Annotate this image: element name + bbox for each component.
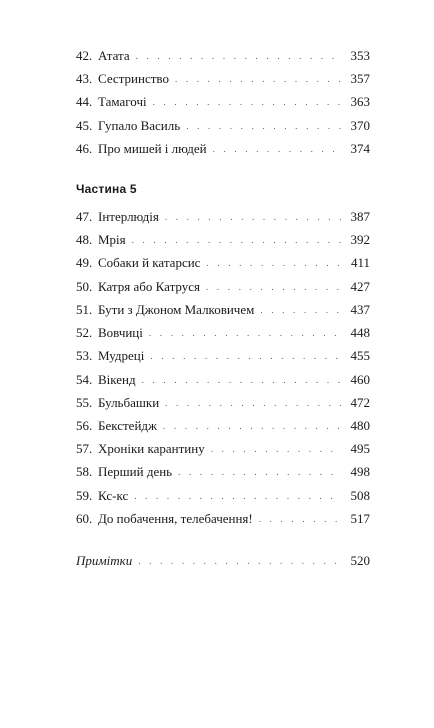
entry-title: Вікенд: [98, 372, 136, 387]
entry-page-number: 437: [350, 302, 370, 317]
entry-number: 46.: [76, 141, 93, 156]
entry-number: 44.: [76, 94, 93, 109]
entry-page-number: 495: [350, 441, 370, 456]
entry-number: 48.: [76, 232, 93, 247]
entry-number: 43.: [76, 71, 93, 86]
dot-leader: [178, 462, 342, 482]
entry-number: 54.: [76, 372, 93, 387]
toc-entry[interactable]: [76, 486, 370, 506]
entry-number: 47.: [76, 209, 93, 224]
entry-page-number: 370: [350, 118, 370, 133]
entry-title: Хроніки карантину: [98, 441, 205, 456]
dot-leader: [150, 346, 342, 366]
entry-title: Мудреці: [98, 348, 145, 363]
entry-page-number: 387: [350, 209, 370, 224]
entry-title: Гупало Василь: [98, 118, 181, 133]
entry-title: Бекстейдж: [98, 418, 158, 433]
dot-leader: [175, 69, 342, 89]
entry-title: Собаки й катарсис: [98, 255, 201, 270]
entry-page-number: 460: [350, 372, 370, 387]
entry-number: 49.: [76, 255, 93, 270]
dot-leader: [206, 277, 342, 297]
toc-entry[interactable]: [76, 116, 370, 136]
dot-leader: [153, 92, 342, 112]
part-heading: Частина 5: [76, 182, 137, 196]
toc-entry[interactable]: [76, 139, 370, 159]
dot-leader: [165, 393, 342, 413]
toc-entry[interactable]: [76, 69, 370, 89]
toc-entry[interactable]: [76, 230, 370, 250]
entry-title: Бути з Джоном Малковичем: [98, 302, 255, 317]
entry-number: 60.: [76, 511, 93, 526]
entry-page-number: 448: [350, 325, 370, 340]
toc-entry[interactable]: [76, 370, 370, 390]
entry-title: Вовчиці: [98, 325, 143, 340]
dot-leader: [213, 139, 342, 159]
toc-entry[interactable]: [76, 346, 370, 366]
toc-entry[interactable]: [76, 393, 370, 413]
dot-leader: [138, 551, 342, 571]
entry-page-number: 508: [350, 488, 370, 503]
entry-title: Мрія: [98, 232, 126, 247]
entry-title: Катря або Катруся: [98, 279, 200, 294]
entry-number: 55.: [76, 395, 93, 410]
entry-number: 57.: [76, 441, 93, 456]
toc-entry-notes[interactable]: [76, 551, 370, 571]
entry-page-number: 374: [350, 141, 370, 156]
entry-title: Бульбашки: [98, 395, 160, 410]
toc-entry[interactable]: [76, 253, 370, 273]
entry-page-number: 455: [350, 348, 370, 363]
toc-entry[interactable]: [76, 416, 370, 436]
entry-title: Перший день: [98, 464, 173, 479]
toc-entry[interactable]: [76, 509, 370, 529]
entry-page-number: 411: [350, 255, 370, 270]
entry-title: Атата: [98, 48, 130, 63]
entry-page-number: 498: [350, 464, 370, 479]
dot-leader: [163, 416, 342, 436]
entry-page-number: 392: [350, 232, 370, 247]
dot-leader: [260, 300, 342, 320]
dot-leader: [136, 46, 342, 66]
notes-title: Примітки: [76, 553, 133, 568]
entry-title: До побачення, телебачення!: [98, 511, 253, 526]
dot-leader: [211, 439, 342, 459]
dot-leader: [134, 486, 342, 506]
toc-entry[interactable]: [76, 92, 370, 112]
entry-page-number: 363: [350, 94, 370, 109]
entry-page-number: 480: [350, 418, 370, 433]
dot-leader: [149, 323, 342, 343]
toc-entry[interactable]: [76, 300, 370, 320]
toc-entry[interactable]: [76, 439, 370, 459]
entry-title: Тамагочі: [98, 94, 147, 109]
toc-entry[interactable]: [76, 323, 370, 343]
entry-number: 59.: [76, 488, 93, 503]
dot-leader: [206, 253, 342, 273]
entry-number: 56.: [76, 418, 93, 433]
entry-title: Про мишей і людей: [98, 141, 207, 156]
entry-title: Інтерлюдія: [98, 209, 159, 224]
entry-page-number: 427: [350, 279, 370, 294]
entry-page-number: 472: [350, 395, 370, 410]
notes-page-number: 520: [350, 553, 370, 568]
entry-page-number: 353: [350, 48, 370, 63]
dot-leader: [165, 207, 342, 227]
entry-number: 52.: [76, 325, 93, 340]
dot-leader: [259, 509, 342, 529]
entry-title: Кс-кс: [98, 488, 129, 503]
entry-number: 53.: [76, 348, 93, 363]
entry-page-number: 357: [350, 71, 370, 86]
entry-number: 42.: [76, 48, 93, 63]
dot-leader: [132, 230, 342, 250]
dot-leader: [186, 116, 342, 136]
entry-title: Сестринство: [98, 71, 169, 86]
dot-leader: [142, 370, 342, 390]
entry-number: 58.: [76, 464, 93, 479]
entry-number: 45.: [76, 118, 93, 133]
entry-number: 50.: [76, 279, 93, 294]
toc-entry[interactable]: [76, 207, 370, 227]
entry-page-number: 517: [350, 511, 370, 526]
toc-entry[interactable]: [76, 462, 370, 482]
toc-entry[interactable]: [76, 277, 370, 297]
toc-entry[interactable]: [76, 46, 370, 66]
entry-number: 51.: [76, 302, 93, 317]
